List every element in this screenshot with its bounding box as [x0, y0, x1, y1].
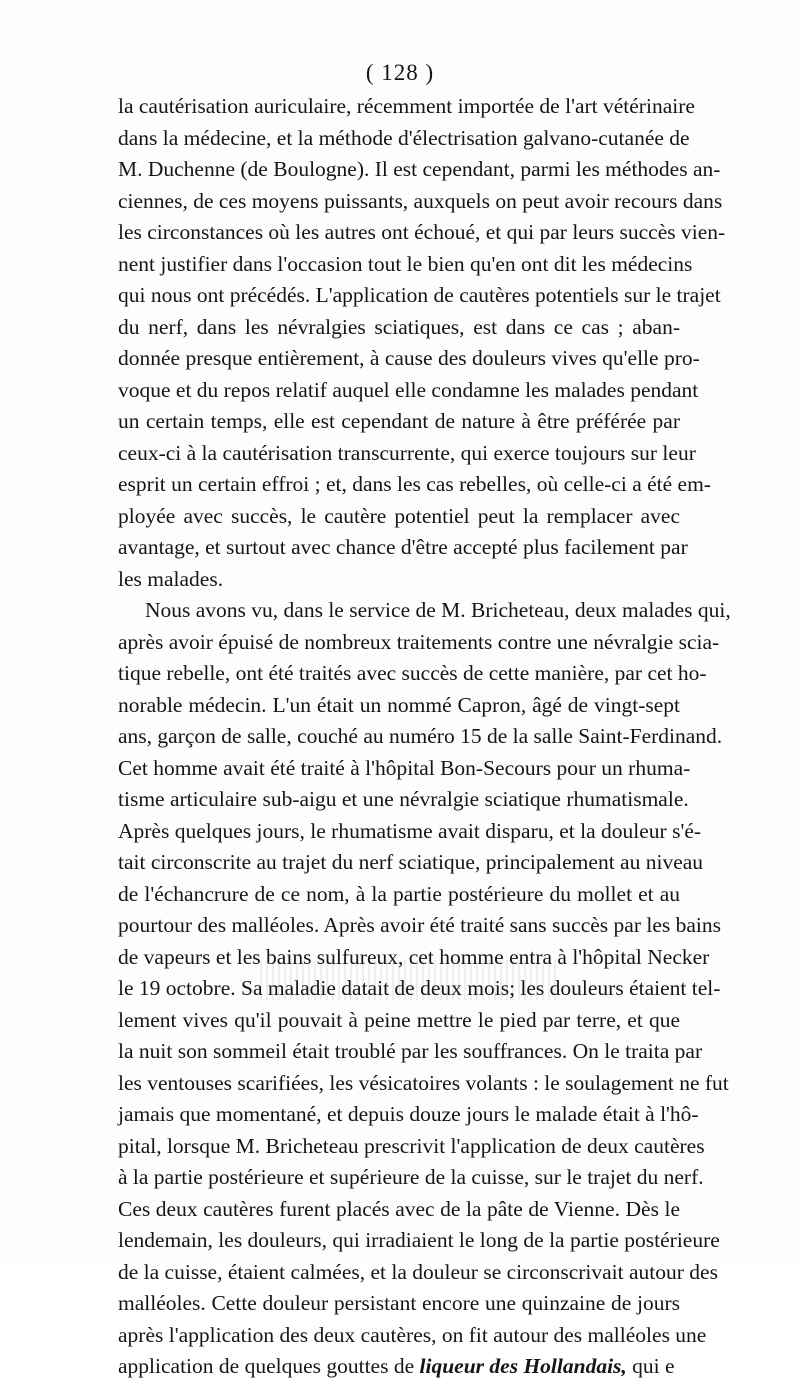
text-line: lement vives qu'il pouvait à peine mettre le pied par terre, et que: [118, 1007, 680, 1032]
text-line: après l'application des deux cautères, on fit autour des malléoles une: [118, 1322, 707, 1347]
text-line: du nerf, dans les névralgies sciatiques, est dans ce cas ; aban-: [118, 314, 680, 339]
text-line: après avoir épuisé de nombreux traitements contre une névralgie scia-: [118, 629, 720, 654]
text-line: les ventouses scarifiées, les vésicatoires volants : le soulagement ne fut: [118, 1070, 729, 1095]
text-line: de l'échancrure de ce nom, à la partie postérieure du mollet et au: [118, 881, 680, 906]
text-line: Nous avons vu, dans le service de M. Bricheteau, deux malades qui,: [145, 598, 731, 622]
text-line: de vapeurs et les bains sulfureux, cet homme entra à l'hôpital Necker: [118, 944, 710, 969]
text-line: un certain temps, elle est cependant de nature à être préférée par: [118, 409, 680, 433]
text-line: esprit un certain effroi ; et, dans les cas rebelles, où celle-ci a été em-: [118, 472, 711, 496]
text-line: les circonstances où les autres ont échoué, et qui par leurs succès vien-: [118, 220, 726, 244]
text-line: les malades.: [118, 566, 224, 591]
text-line: lendemain, les douleurs, qui irradiaient le long de la partie postérieure: [118, 1228, 720, 1252]
text-line: dans la médecine, et la méthode d'électrisation galvano-cutanée de: [118, 125, 690, 150]
text-line: tait circonscrite au trajet du nerf sciatique, principalement au niveau: [118, 850, 704, 874]
text-line: le 19 octobre. Sa maladie datait de deux mois; les douleurs étaient tel-: [118, 976, 721, 1000]
italic-term: liqueur des Hollandais,: [419, 1354, 627, 1378]
text-line: M. Duchenne (de Boulogne). Il est cependant, parmi les méthodes an-: [118, 157, 721, 181]
text-line: norable médecin. L'un était un nommé Capron, âgé de vingt-sept: [118, 692, 680, 717]
text-line: tique rebelle, ont été traités avec succès de cette manière, par cet ho-: [118, 661, 707, 685]
text-line: Ces deux cautères furent placés avec de la pâte de Vienne. Dès le: [118, 1196, 680, 1221]
text-line: la cautérisation auriculaire, récemment importée de l'art vétérinaire: [118, 94, 695, 118]
text-line: ans, garçon de salle, couché au numéro 15 de la salle Saint-Ferdinand.: [118, 724, 723, 748]
text-line: jamais que momentané, et depuis douze jours le malade était à l'hô-: [118, 1102, 699, 1126]
text-line: la nuit son sommeil était troublé par les souffrances. On le traita par: [118, 1039, 703, 1063]
text-line-final-end: qui e: [626, 1354, 675, 1378]
text-line: pital, lorsque M. Bricheteau prescrivit l'application de deux cautères: [118, 1133, 705, 1158]
text-line: qui nous ont précédés. L'application de cautères potentiels sur le trajet: [118, 283, 721, 307]
text-line: Après quelques jours, le rhumatisme avait disparu, et la douleur s'é-: [118, 818, 702, 843]
text-line: tisme articulaire sub-aigu et une névralgie sciatique rhumatismale.: [118, 787, 689, 811]
text-line: nent justifier dans l'occasion tout le bien qu'en ont dit les médecins: [118, 251, 693, 276]
text-line-final-start: application de quelques gouttes de: [118, 1354, 420, 1378]
text-line: voque et du repos relatif auquel elle condamne les malades pendant: [118, 377, 699, 402]
text-line: donnée presque entièrement, à cause des douleurs vives qu'elle pro-: [118, 346, 700, 370]
body-text: [118, 91, 731, 1383]
text-line: à la partie postérieure et supérieure de la cuisse, sur le trajet du nerf.: [118, 1165, 704, 1189]
paragraph-1: [118, 91, 726, 595]
text-line: avantage, et surtout avec chance d'être accepté plus facilement par: [118, 535, 688, 559]
text-line-final: [118, 1351, 680, 1383]
text-line: de la cuisse, étaient calmées, et la douleur se circonscrivait autour des: [118, 1259, 718, 1284]
paragraph-2: [118, 595, 731, 1351]
text-line: malléoles. Cette douleur persistant encore une quinzaine de jours: [118, 1291, 680, 1315]
page-number: ( 128 ): [365, 60, 435, 85]
text-line: Cet homme avait été traité à l'hôpital Bon-Secours pour un rhuma-: [118, 755, 691, 780]
text-line: pourtour des malléoles. Après avoir été traité sans succès par les bains: [118, 913, 722, 937]
text-line: ciennes, de ces moyens puissants, auxquels on peut avoir recours dans: [118, 188, 723, 213]
text-line: ceux-ci à la cautérisation transcurrente, qui exerce toujours sur leur: [118, 440, 696, 465]
text-line: ployée avec succès, le cautère potentiel peut la remplacer avec: [118, 503, 680, 528]
